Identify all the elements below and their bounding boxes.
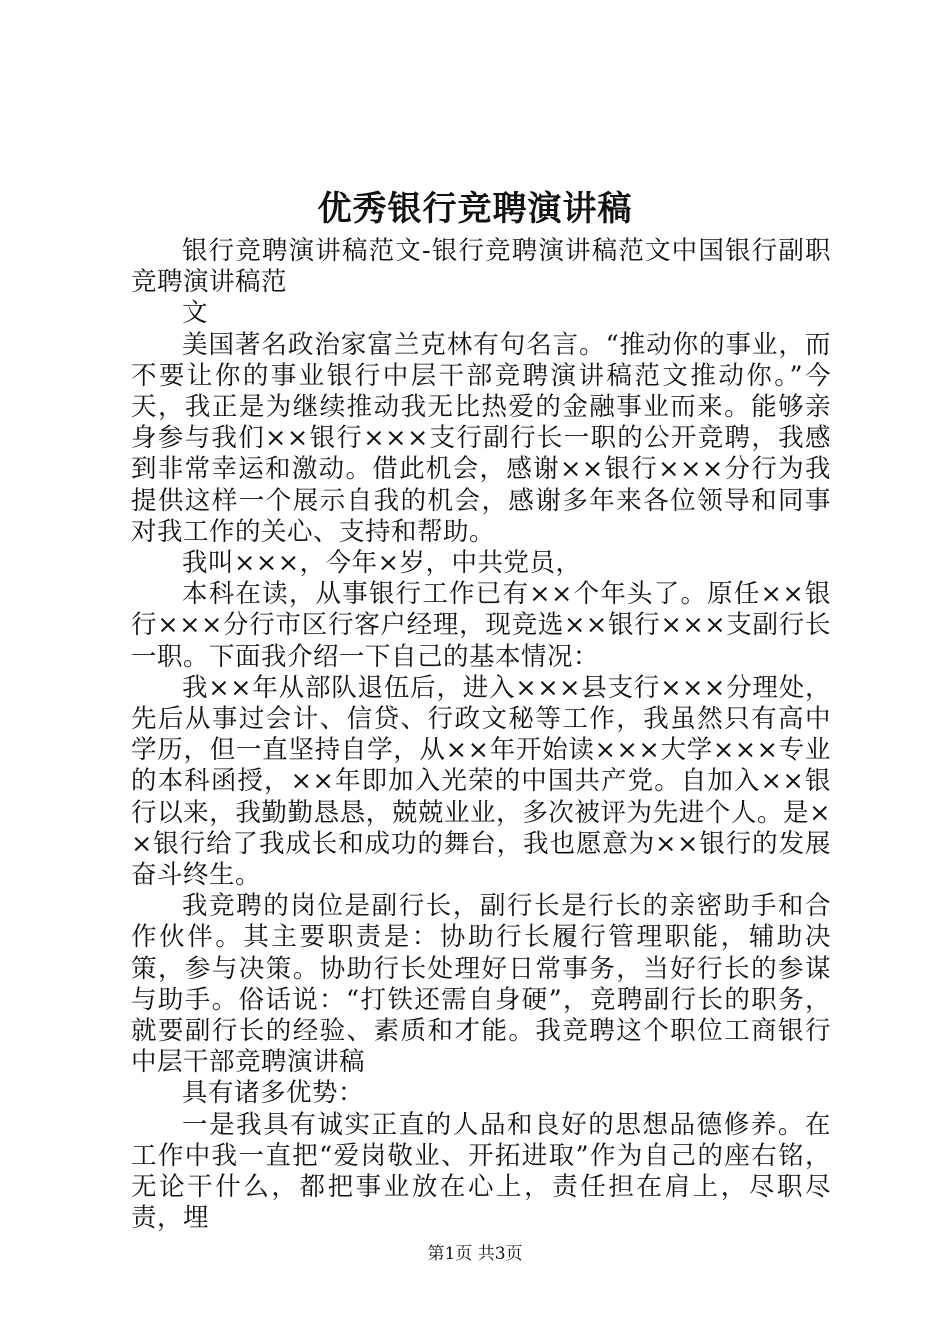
paragraph: 本科在读，从事银行工作已有××个年头了。原任××银行×××分行市区行客户经理，现竞选××银行×××支副行长一职。下面我介绍一下自己的基本情况： [131, 579, 831, 672]
document-title: 优秀银行竞聘演讲稿 [317, 189, 633, 229]
paragraph: 银行竞聘演讲稿范文-银行竞聘演讲稿范文中国银行副职竞聘演讲稿范 [131, 236, 831, 298]
paragraph: 文 [182, 298, 209, 329]
document-body [131, 236, 831, 1235]
paragraph: 我××年从部队退伍后，进入×××县支行×××分理处，先后从事过会计、信贷、行政文秘等工作，我虽然只有高中学历，但一直坚持自学，从××年开始读×××大学×××专业的本科函授，××年即加入光荣的中国共产党。自加入××银行以来，我勤勤恳恳，兢兢业业，多次被评为先进个人。是××银行给了我成长和成功的舞台，我也愿意为××银行的发展奋斗终生。 [131, 672, 831, 891]
paragraph: 我竞聘的岗位是副行长，副行长是行长的亲密助手和合作伙伴。其主要职责是：协助行长履行管理职能，辅助决策，参与决策。协助行长处理好日常事务，当好行长的参谋与助手。俗话说：“打铁还需自身硬”，竞聘副行长的职务，就要副行长的经验、素质和才能。我竞聘这个职位工商银行中层干部竞聘演讲稿 [131, 891, 831, 1078]
paragraph: 我叫×××，今年×岁，中共党员， [182, 548, 582, 579]
paragraph: 具有诸多优势： [182, 1078, 365, 1109]
paragraph: 美国著名政治家富兰克林有句名言。“推动你的事业，而不要让你的事业银行中层干部竞聘演讲稿范文推动你。”今天，我正是为继续推动我无比热爱的金融事业而来。能够亲身参与我们××银行×××支行副行长一职的公开竞聘，我感到非常幸运和激动。借此机会，感谢××银行×××分行为我提供这样一个展示自我的机会，感谢多年来各位领导和同事对我工作的关心、支持和帮助。 [131, 329, 831, 547]
page-footer: 第1页 共3页 [427, 1244, 523, 1264]
paragraph: 一是我具有诚实正直的人品和良好的思想品德修养。在工作中我一直把“爱岗敬业、开拓进取”作为自己的座右铭，无论干什么，都把事业放在心上，责任担在肩上，尽职尽责，埋 [131, 1109, 831, 1234]
